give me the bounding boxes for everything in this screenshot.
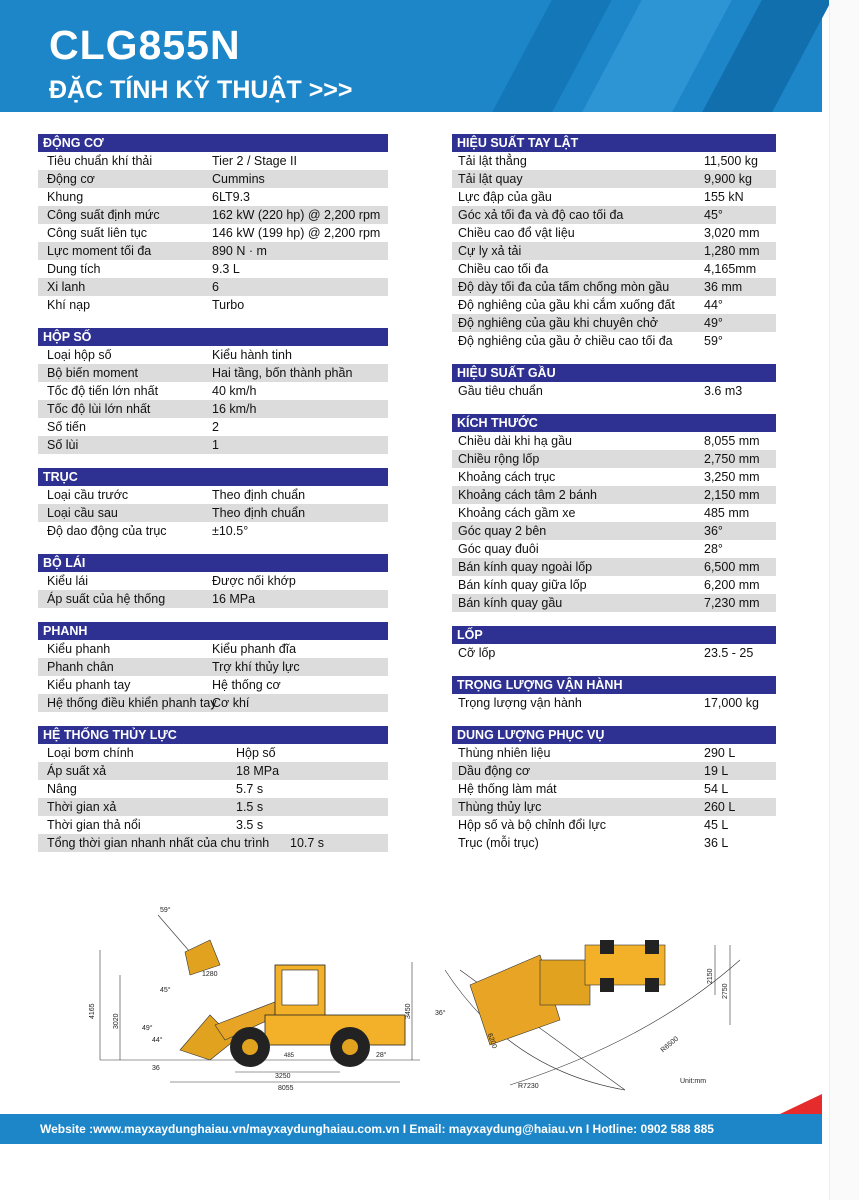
spec-value: 40 km/h — [212, 384, 257, 398]
dim-label: 59° — [160, 907, 171, 914]
unit-label: Unit:mm — [680, 1078, 707, 1085]
spec-value: 485 mm — [704, 506, 750, 520]
spec-key: Chiều rộng lốp — [458, 452, 540, 466]
spec-key: Công suất liên tục — [47, 226, 148, 240]
section-rows — [452, 382, 776, 400]
spec-value: 6LT9.3 — [212, 190, 250, 204]
dim-label: 2150 — [707, 968, 714, 984]
spec-value: 28° — [704, 542, 723, 556]
dim-label: 44° — [152, 1037, 163, 1044]
spec-row — [38, 590, 388, 608]
spec-row — [38, 418, 388, 436]
spec-key: Cỡ lốp — [458, 646, 496, 660]
spec-key: Khung — [47, 190, 84, 204]
spec-key: Gầu tiêu chuẩn — [458, 384, 543, 398]
spec-row — [38, 296, 388, 314]
spec-key: Cự ly xả tải — [458, 244, 522, 258]
spec-row — [452, 332, 776, 350]
section-hydraulic — [38, 726, 388, 852]
section-title: HỆ THỐNG THỦY LỰC — [38, 726, 388, 744]
spec-value: 49° — [704, 316, 723, 330]
section-rows — [38, 152, 388, 314]
spec-value: 36 L — [704, 836, 729, 850]
spec-row — [38, 364, 388, 382]
footer-contact: Website :www.mayxaydunghaiau.vn/mayxaydunghaiau.com.vn I Email: mayxaydung@haiau.vn I Hotline: 0902 588 885 — [0, 1114, 822, 1144]
spec-key: Tốc độ lùi lớn nhất — [47, 402, 151, 416]
dim-label: 4165 — [89, 1003, 96, 1019]
spec-row — [452, 780, 776, 798]
spec-row — [38, 260, 388, 278]
section-rows — [38, 572, 388, 608]
spec-value: 3,250 mm — [704, 470, 760, 484]
spec-row — [38, 658, 388, 676]
spec-value: 890 N · m — [212, 244, 267, 258]
spec-key: Khoảng cách gầm xe — [458, 506, 576, 520]
spec-key: Kiểu phanh — [47, 642, 111, 656]
spec-row — [38, 486, 388, 504]
dim-label: 3020 — [113, 1013, 120, 1029]
dim-label: 1280 — [202, 971, 218, 978]
spec-key: Thời gian xả — [47, 800, 117, 814]
section-title: HIỆU SUẤT GẦU — [452, 364, 776, 382]
spec-row — [452, 558, 776, 576]
spec-key: Xi lanh — [47, 280, 86, 294]
spec-row — [452, 694, 776, 712]
spec-key: Thời gian thả nổi — [47, 818, 141, 832]
spec-key: Lực đập của gầu — [458, 190, 552, 204]
top-wheel — [645, 978, 659, 992]
spec-row — [452, 486, 776, 504]
dim-label: 3450 — [405, 1003, 412, 1019]
section-dimensions — [452, 414, 776, 612]
spec-row — [452, 468, 776, 486]
section-rows — [452, 644, 776, 662]
spec-key: Động cơ — [47, 172, 95, 186]
spec-row — [38, 676, 388, 694]
spec-value: 19 L — [704, 764, 729, 778]
spec-key: Tải lật thẳng — [458, 154, 527, 168]
spec-value: 260 L — [704, 800, 736, 814]
spec-key: Loại hộp số — [47, 348, 112, 362]
dim-label: 28° — [376, 1052, 387, 1059]
dim-label: 36° — [435, 1010, 446, 1017]
section-axle — [38, 468, 388, 540]
spec-key: Công suất định mức — [47, 208, 160, 222]
spec-row — [452, 816, 776, 834]
spec-row — [38, 834, 388, 852]
spec-value: 9,900 kg — [704, 172, 752, 186]
spec-key: Áp suất của hệ thống — [47, 592, 166, 606]
rear-wheel-hub — [342, 1039, 358, 1055]
spec-value: 18 MPa — [236, 764, 280, 778]
spec-key: Dầu động cơ — [458, 764, 531, 778]
spec-value: 2,750 mm — [704, 452, 760, 466]
spec-value: Tier 2 / Stage II — [212, 154, 297, 168]
spec-value: ±10.5° — [212, 524, 249, 538]
spec-value: 7,230 mm — [704, 596, 760, 610]
loader-side-illustration — [180, 940, 405, 1067]
spec-key: Bộ biến moment — [47, 366, 139, 380]
section-title: KÍCH THƯỚC — [452, 414, 776, 432]
spec-value: Kiểu hành tinh — [212, 348, 292, 362]
spec-value: 16 km/h — [212, 402, 257, 416]
spec-value: 155 kN — [704, 190, 744, 204]
spec-key: Độ dày tối đa của tấm chống mòn gầu — [458, 280, 670, 294]
spec-key: Loại cầu trước — [47, 488, 129, 502]
spec-key: Độ dao động của trục — [47, 524, 167, 538]
spec-row — [38, 522, 388, 540]
spec-value: 16 MPa — [212, 592, 256, 606]
spec-row — [452, 224, 776, 242]
spec-key: Loại bơm chính — [47, 746, 134, 760]
section-service-capacity — [452, 726, 776, 850]
section-rows — [38, 640, 388, 712]
spec-row — [38, 188, 388, 206]
spec-key: Khí nạp — [47, 298, 91, 312]
spec-value: Hệ thống cơ — [212, 678, 281, 692]
spec-key: Thùng nhiên liệu — [458, 746, 551, 760]
spec-row — [452, 432, 776, 450]
spec-key: Bán kính quay giữa lốp — [458, 578, 587, 592]
spec-key: Tốc độ tiến lớn nhất — [47, 384, 159, 398]
spec-key: Góc quay đuôi — [458, 542, 539, 556]
spec-key: Góc xả tối đa và độ cao tối đa — [458, 208, 624, 222]
section-title: ĐỘNG CƠ — [38, 134, 388, 152]
dim-label: R6500 — [659, 1035, 681, 1055]
section-title: BỘ LÁI — [38, 554, 388, 572]
spec-row — [38, 152, 388, 170]
dim-label: 8055 — [278, 1085, 294, 1092]
spec-key: Kiểu phanh tay — [47, 678, 131, 692]
section-title: HIỆU SUẤT TAY LẬT — [452, 134, 776, 152]
dim-label: 36 — [152, 1065, 160, 1072]
spec-value: Turbo — [212, 298, 245, 312]
spec-value: 1 — [212, 438, 219, 452]
spec-row — [452, 762, 776, 780]
spec-value: 290 L — [704, 746, 736, 760]
spec-row — [452, 798, 776, 816]
section-rows — [38, 346, 388, 454]
spec-key: Chiều cao đổ vật liệu — [458, 226, 575, 240]
section-title: TRỌNG LƯỢNG VẬN HÀNH — [452, 676, 776, 694]
spec-value: 6,500 mm — [704, 560, 760, 574]
spec-row — [452, 152, 776, 170]
spec-row — [452, 278, 776, 296]
spec-row — [452, 242, 776, 260]
header-banner — [0, 0, 822, 112]
spec-row — [38, 694, 388, 712]
section-dump-performance — [452, 134, 776, 350]
loader-diagrams — [90, 900, 770, 1100]
spec-value: 5.7 s — [236, 782, 264, 796]
spec-value: Trợ khí thủy lực — [212, 660, 300, 674]
top-front-frame — [540, 960, 590, 1005]
spec-key: Độ nghiêng của gầu khi cắm xuống đất — [458, 298, 675, 312]
spec-value: Cơ khí — [212, 696, 250, 710]
spec-value: 44° — [704, 298, 723, 312]
spec-row — [452, 450, 776, 468]
spec-key: Trục (mỗi trục) — [458, 836, 539, 850]
spec-value: 6 — [212, 280, 219, 294]
spec-key: Áp suất xả — [47, 764, 107, 778]
spec-key: Khoảng cách tâm 2 bánh — [458, 488, 597, 502]
spec-row — [38, 640, 388, 658]
footer-accent — [780, 1094, 822, 1114]
section-title: PHANH — [38, 622, 388, 640]
spec-value: 17,000 kg — [704, 696, 759, 710]
spec-row — [452, 834, 776, 852]
spec-row — [452, 260, 776, 278]
spec-key: Hộp số và bộ chỉnh đổi lực — [458, 818, 607, 832]
spec-row — [452, 594, 776, 612]
section-rows — [452, 432, 776, 612]
spec-value: 3.5 s — [236, 818, 264, 832]
page-edge — [829, 0, 859, 1200]
spec-key: Kiểu lái — [47, 574, 88, 588]
section-title: TRỤC — [38, 468, 388, 486]
dim-label: 3250 — [275, 1073, 291, 1080]
top-wheel — [600, 978, 614, 992]
spec-row — [38, 816, 388, 834]
spec-value: 3.6 m3 — [704, 384, 743, 398]
spec-key: Bán kính quay gầu — [458, 596, 563, 610]
spec-value: Theo định chuẩn — [212, 488, 306, 502]
spec-row — [452, 382, 776, 400]
section-gearbox — [38, 328, 388, 454]
spec-row — [38, 780, 388, 798]
spec-key: Dung tích — [47, 262, 101, 276]
section-title: HỘP SỐ — [38, 328, 388, 346]
spec-row — [38, 382, 388, 400]
spec-key: Khoảng cách trục — [458, 470, 556, 484]
cut-row-wrapper — [452, 834, 776, 850]
model-title: CLG855N — [49, 22, 241, 68]
section-operating-weight — [452, 676, 776, 712]
section-rows — [452, 152, 776, 350]
spec-row — [38, 400, 388, 418]
section-bucket-performance — [452, 364, 776, 400]
spec-row — [38, 436, 388, 454]
spec-row — [38, 206, 388, 224]
spec-key: Tiêu chuẩn khí thải — [47, 154, 153, 168]
spec-value: 3,020 mm — [704, 226, 760, 240]
spec-key: Lực moment tối đa — [47, 244, 152, 258]
right-column — [452, 134, 776, 858]
spec-row — [452, 296, 776, 314]
spec-key: Tải lật quay — [458, 172, 523, 186]
dim-label: 45° — [160, 987, 171, 994]
spec-value: 1,280 mm — [704, 244, 760, 258]
header-stripe — [582, 0, 732, 112]
spec-value: 1.5 s — [236, 800, 264, 814]
spec-subtitle: ĐẶC TÍNH KỸ THUẬT >>> — [49, 76, 353, 104]
spec-row — [452, 206, 776, 224]
section-rows — [452, 744, 776, 834]
spec-value: Hộp số — [236, 746, 276, 760]
spec-key: Hệ thống điều khiển phanh tay — [47, 696, 217, 710]
spec-key: Nâng — [47, 782, 77, 796]
spec-row — [38, 278, 388, 296]
spec-row — [452, 540, 776, 558]
spec-row — [38, 170, 388, 188]
section-rows — [38, 486, 388, 540]
spec-value: 2,150 mm — [704, 488, 760, 502]
spec-value: 4,165mm — [704, 262, 757, 276]
spec-value: Cummins — [212, 172, 265, 186]
spec-key: Phanh chân — [47, 660, 114, 674]
spec-key: Trọng lượng vận hành — [458, 696, 582, 710]
section-brake — [38, 622, 388, 712]
spec-key: Độ nghiêng của gầu khi chuyên chở — [458, 316, 658, 330]
raised-bucket — [185, 940, 220, 975]
dim-line — [158, 915, 190, 952]
spec-value: 10.7 s — [290, 836, 325, 850]
spec-value: 59° — [704, 334, 723, 348]
dim-label: 2750 — [722, 983, 729, 999]
spec-row — [452, 314, 776, 332]
spec-key: Thùng thủy lực — [458, 800, 542, 814]
spec-value: Kiểu phanh đĩa — [212, 642, 297, 656]
spec-value: Được nối khớp — [212, 574, 296, 588]
section-title: LỐP — [452, 626, 776, 644]
spec-row — [38, 224, 388, 242]
spec-value: 45° — [704, 208, 723, 222]
spec-row — [452, 504, 776, 522]
spec-value: 54 L — [704, 782, 729, 796]
spec-value: Theo định chuẩn — [212, 506, 306, 520]
spec-key: Hệ thống làm mát — [458, 782, 557, 796]
spec-value: 45 L — [704, 818, 729, 832]
spec-row — [452, 644, 776, 662]
spec-key: Loại cầu sau — [47, 506, 118, 520]
section-engine — [38, 134, 388, 314]
spec-value: 11,500 kg — [704, 154, 758, 168]
cab-window — [282, 970, 318, 1005]
spec-row — [38, 346, 388, 364]
dim-label: 49° — [142, 1025, 153, 1032]
dim-label: 485 — [284, 1053, 295, 1059]
spec-value: 6,200 mm — [704, 578, 760, 592]
spec-key: Chiều cao tối đa — [458, 262, 549, 276]
spec-row — [452, 522, 776, 540]
spec-row — [452, 170, 776, 188]
spec-row — [452, 188, 776, 206]
spec-row — [38, 572, 388, 590]
spec-key: Bán kính quay ngoài lốp — [458, 560, 593, 574]
section-rows — [452, 694, 776, 712]
spec-value: 36° — [704, 524, 723, 538]
section-rows — [38, 744, 388, 852]
section-title: DUNG LƯỢNG PHỤC VỤ — [452, 726, 776, 744]
spec-row — [38, 504, 388, 522]
spec-key: Độ nghiêng của gầu ở chiều cao tối đa — [458, 334, 673, 348]
spec-row — [452, 576, 776, 594]
top-wheel — [645, 940, 659, 954]
front-wheel-hub — [242, 1039, 258, 1055]
loader-top-illustration — [470, 940, 665, 1045]
spec-value: 23.5 - 25 — [704, 646, 754, 660]
spec-key: Chiều dài khi hạ gầu — [458, 434, 572, 448]
spec-row — [38, 798, 388, 816]
spec-key: Tổng thời gian nhanh nhất của chu trình — [47, 836, 270, 850]
spec-key: Số tiến — [47, 420, 86, 434]
left-column — [38, 134, 388, 866]
section-tyre — [452, 626, 776, 662]
spec-key: Số lùi — [47, 438, 79, 452]
top-wheel — [600, 940, 614, 954]
spec-value: 146 kW (199 hp) @ 2,200 rpm — [212, 226, 381, 240]
spec-value: 36 mm — [704, 280, 743, 294]
dim-label: 6200 — [485, 1032, 498, 1050]
spec-row — [38, 242, 388, 260]
spec-value: Hai tầng, bốn thành phần — [212, 366, 353, 380]
spec-value: 9.3 L — [212, 262, 240, 276]
spec-key: Góc quay 2 bên — [458, 524, 547, 538]
spec-row — [452, 744, 776, 762]
dim-label: R7230 — [518, 1083, 539, 1090]
spec-row — [38, 762, 388, 780]
section-steering — [38, 554, 388, 608]
spec-row — [38, 744, 388, 762]
spec-value: 162 kW (220 hp) @ 2,200 rpm — [212, 208, 381, 222]
spec-value: 2 — [212, 420, 219, 434]
spec-value: 8,055 mm — [704, 434, 760, 448]
